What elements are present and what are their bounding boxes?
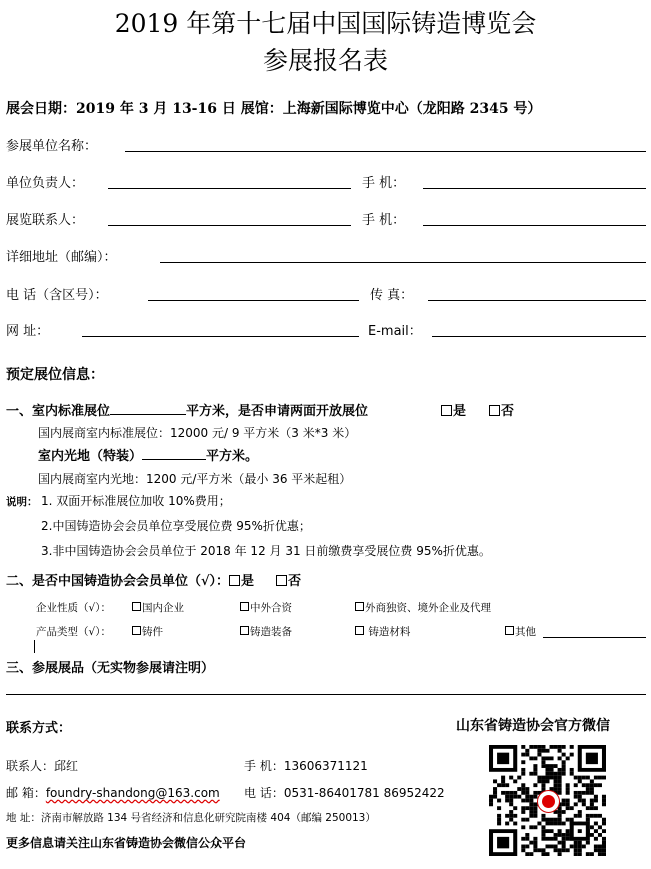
std-booth-row <box>6 400 368 419</box>
std-booth-prefix: 一、室内标准展位 <box>6 404 111 419</box>
phone-field[interactable] <box>148 300 359 301</box>
checkbox-icon[interactable] <box>240 626 249 635</box>
mobile1-field[interactable] <box>423 188 646 189</box>
option-label: 铸造装备 <box>250 626 292 638</box>
raw-space-suffix: 平方米。 <box>206 449 259 464</box>
nature-opt-domestic[interactable] <box>132 600 184 615</box>
mobile2-field[interactable] <box>423 225 646 226</box>
no-label: 否 <box>288 574 302 589</box>
leader-field[interactable] <box>108 188 351 189</box>
page-title: 2019 年第十七届中国国际铸造博览会 <box>114 9 537 38</box>
member-label: 二、是否中国铸造协会会员单位（√）： <box>6 574 230 589</box>
std-booth-area-field[interactable] <box>110 402 186 415</box>
option-label: 中外合资 <box>250 602 292 614</box>
address-field[interactable] <box>160 262 646 263</box>
std-booth-suffix: 平方米，是否申请两面开放展位 <box>186 404 369 419</box>
mobile1-label: 手 机： <box>362 176 406 191</box>
addr-value: 济南市解放路 134 号省经济和信息化研究院南楼 404（邮编 250013） <box>40 812 376 824</box>
footer-note: 更多信息请关注山东省铸造协会微信公众平台 <box>6 836 247 850</box>
phone-value: 0531-86401781 86952422 <box>283 786 445 800</box>
person-label: 联系人： <box>6 759 55 773</box>
contact-phone <box>244 784 445 801</box>
exhibition-info: 展会日期：2019 年 3 月 13-16 日 展馆：上海新国际博览中心（龙阳路 2345 号） <box>6 101 542 117</box>
contact-email <box>6 784 220 801</box>
yes-label: 是 <box>241 574 255 589</box>
option-label: 其他 <box>515 626 536 638</box>
company-label: 参展单位名称： <box>6 139 98 154</box>
raw-space-price: 国内展商室内光地：1200 元/平方米（最小 36 平米起租） <box>38 472 352 486</box>
product-opt-equipment[interactable] <box>240 624 292 639</box>
raw-space-prefix: 室内光地（特装） <box>38 449 143 464</box>
contact-mobile <box>244 757 368 774</box>
option-label: 铸件 <box>142 626 163 638</box>
website-field[interactable] <box>82 336 359 337</box>
mobile2-label: 手 机： <box>362 213 406 228</box>
no-label: 否 <box>501 404 515 419</box>
option-label: 外商独资、境外企业及代理 <box>365 602 491 614</box>
checkbox-icon[interactable] <box>489 405 500 416</box>
product-opt-material[interactable] <box>355 624 410 639</box>
product-other-field[interactable] <box>543 637 646 638</box>
option-label: 铸造材料 <box>365 626 411 638</box>
checkbox-icon[interactable] <box>132 602 141 611</box>
checkbox-icon[interactable] <box>355 602 364 611</box>
open-booth-yes[interactable] <box>441 400 466 419</box>
checkbox-icon[interactable] <box>441 405 452 416</box>
checkbox-icon[interactable] <box>240 602 249 611</box>
product-opt-other[interactable] <box>505 624 536 639</box>
nature-opt-foreign[interactable] <box>355 600 491 615</box>
fax-field[interactable] <box>428 300 646 301</box>
exhibits-field[interactable] <box>6 694 646 695</box>
page-subtitle: 参展报名表 <box>262 46 388 75</box>
member-yes[interactable] <box>229 574 254 589</box>
nature-label: 企业性质（√）： <box>36 602 111 614</box>
leader-label: 单位负责人： <box>6 176 85 191</box>
note-1: 1. 双面开标准展位加收 10%费用； <box>41 494 231 508</box>
mobile-label: 手 机： <box>244 759 284 773</box>
note-2: 2.中国铸造协会会员单位享受展位费 95%折优惠； <box>41 519 311 533</box>
raw-space-row <box>38 445 258 464</box>
fax-label: 传 真： <box>370 288 414 303</box>
note-label: 说明： <box>6 496 38 508</box>
email-label-text: 邮 箱： <box>6 786 46 800</box>
checkbox-icon[interactable] <box>355 626 364 635</box>
exhibits-label: 三、参展展品（无实物参展请注明） <box>6 661 215 676</box>
booking-heading: 预定展位信息： <box>6 367 104 383</box>
person-value: 邱红 <box>54 759 79 773</box>
phone-label-text: 电 话： <box>244 786 284 800</box>
nature-opt-joint[interactable] <box>240 600 292 615</box>
checkbox-icon[interactable] <box>229 575 240 586</box>
checkbox-icon[interactable] <box>276 575 287 586</box>
yes-label: 是 <box>453 404 467 419</box>
website-label: 网 址： <box>6 324 50 339</box>
member-no[interactable] <box>276 574 301 589</box>
product-label: 产品类型（√）： <box>36 626 111 638</box>
email-field[interactable] <box>432 336 646 337</box>
email-label: E-mail： <box>368 324 422 339</box>
contact-address <box>6 810 376 825</box>
mobile-value: 13606371121 <box>283 759 368 773</box>
address-label: 详细地址（邮编）： <box>6 250 117 265</box>
wechat-title: 山东省铸造协会官方微信 <box>456 718 610 734</box>
std-booth-price: 国内展商室内标准展位：12000 元/ 9 平方米（3 米*3 米） <box>38 426 357 440</box>
addr-label: 地 址： <box>6 812 41 824</box>
contact-person-field[interactable] <box>108 225 351 226</box>
contact-person-label: 展览联系人： <box>6 213 85 228</box>
option-label: 国内企业 <box>142 602 184 614</box>
contact-heading: 联系方式： <box>6 721 72 736</box>
company-field[interactable] <box>125 151 646 152</box>
checkbox-icon[interactable] <box>505 626 514 635</box>
open-booth-no[interactable] <box>489 400 514 419</box>
member-row <box>6 570 301 589</box>
association-logo-icon <box>537 790 560 813</box>
text-cursor <box>34 640 35 653</box>
qr-code-icon <box>489 745 606 856</box>
checkbox-icon[interactable] <box>132 626 141 635</box>
email-value[interactable]: foundry-shandong@163.com <box>45 786 220 800</box>
phone-label: 电 话（含区号）： <box>6 288 108 303</box>
product-opt-casting[interactable] <box>132 624 163 639</box>
note-3: 3.非中国铸造协会会员单位于 2018 年 12 月 31 日前缴费享受展位费 95%折优惠。 <box>41 544 491 558</box>
raw-space-area-field[interactable] <box>142 447 206 460</box>
contact-person <box>6 757 78 774</box>
